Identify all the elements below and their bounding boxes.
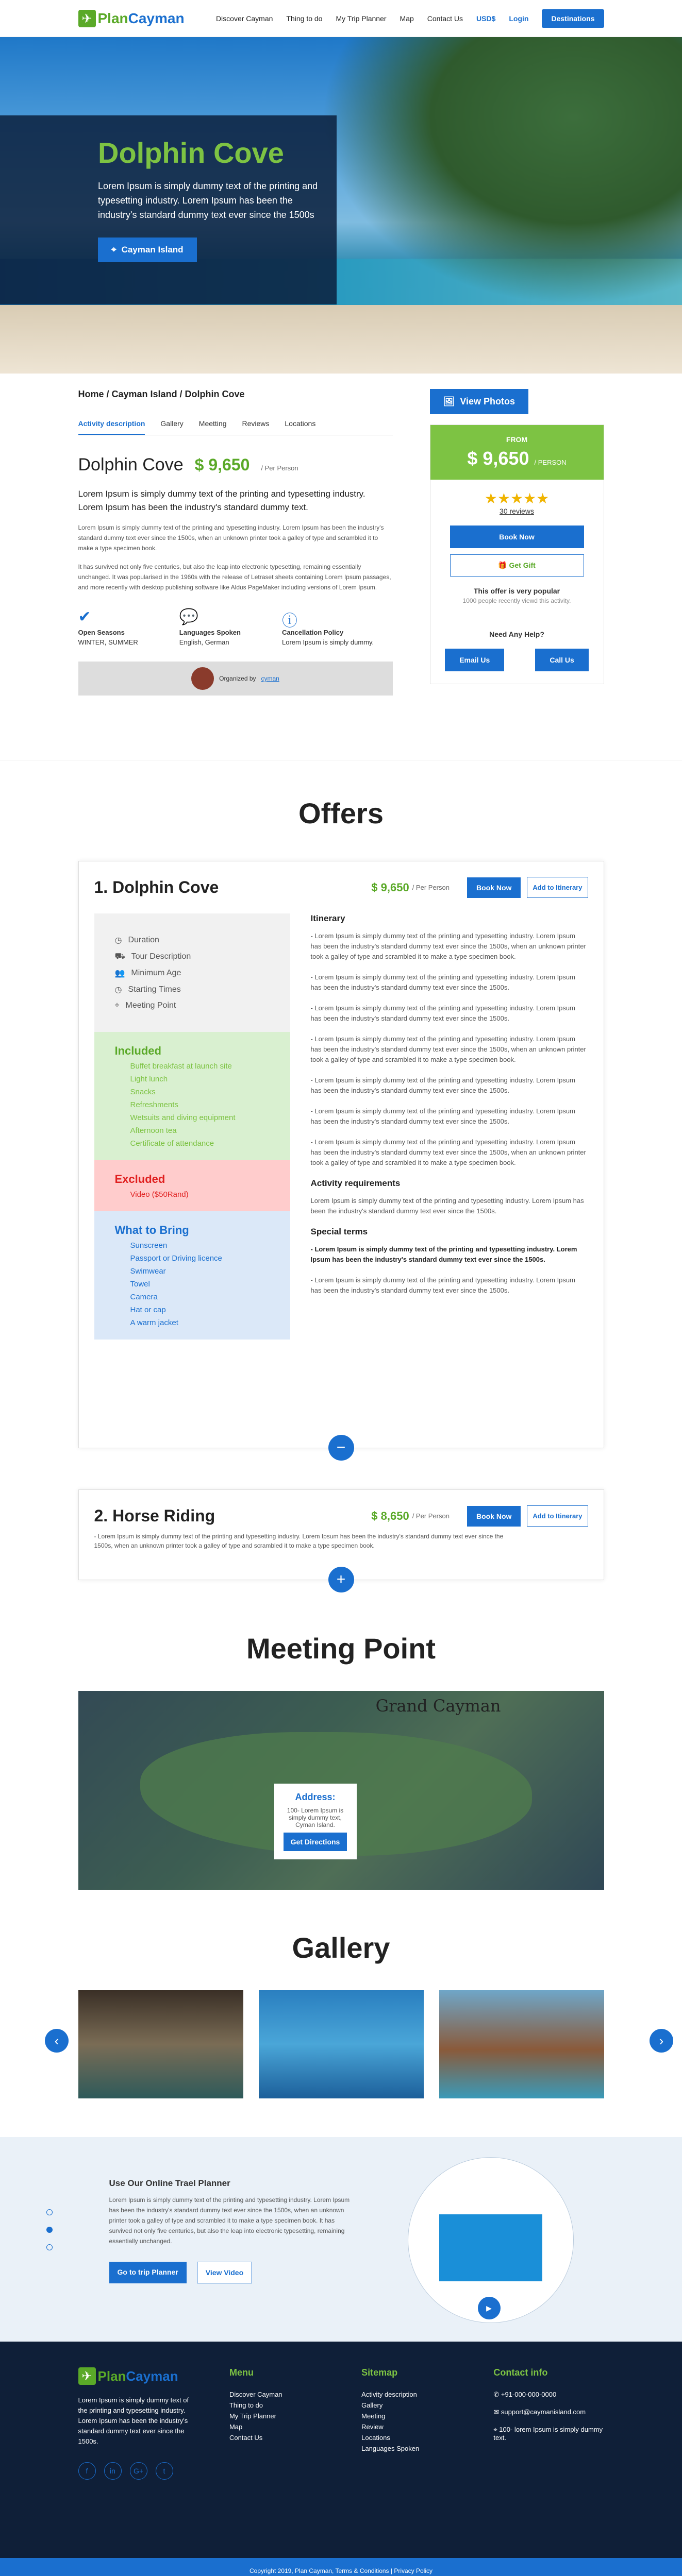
get-gift-button[interactable]: [450, 554, 584, 577]
feature-open-seasons: [78, 608, 138, 646]
special-term-item: - Lorem Ipsum is simply dummy text of the printing and typesetting industry. Lorem Ipsum has been the industry's standard dummy text ever since the 1500s.: [310, 1276, 575, 1294]
footer-phone[interactable]: +91-000-000-0000: [501, 2391, 557, 2398]
reviews-link[interactable]: 30 reviews: [500, 507, 534, 515]
activity-requirements-title: Activity requirements: [310, 1178, 401, 1188]
gallery-image-cave[interactable]: [78, 1990, 243, 2098]
feature-value: WINTER, SUMMER: [78, 638, 138, 646]
location-button[interactable]: [98, 238, 197, 262]
offer-1-collapse-toggle[interactable]: −: [328, 1435, 354, 1461]
popular-note: [430, 587, 604, 604]
footer-about: Lorem Ipsum is simply dummy text of the printing and typesetting industry. Lorem Ipsum has been the industry's standard dummy text ever since the 1500s.: [78, 2396, 189, 2445]
footer-email[interactable]: support@caymanisland.com: [501, 2408, 586, 2416]
itinerary-item: - Lorem Ipsum is simply dummy text of the printing and typesetting industry. Lorem Ipsum has been the industry's standard dummy text ever since the 1500s.: [310, 1107, 575, 1125]
facebook-icon[interactable]: f: [78, 2462, 96, 2480]
slider-dot-active[interactable]: [46, 2227, 53, 2233]
hero-description: Lorem Ipsum is simply dummy text of the printing and typesetting industry. Lorem Ipsum has been the industry's standard dummy text ever since the 1500s: [98, 181, 318, 220]
location-pin-icon: ⌖: [111, 245, 117, 255]
hero-sand: [0, 305, 682, 374]
main-nav: [216, 9, 604, 28]
login-link[interactable]: Login: [509, 14, 529, 23]
activity-price: $ 9,650: [194, 455, 250, 474]
special-terms-title: Special terms: [310, 1227, 368, 1236]
excluded-title: Excluded: [114, 1173, 165, 1185]
clock-icon: ◷: [114, 936, 122, 945]
footer-logo[interactable]: [78, 2367, 193, 2385]
footer-menu-title: Menu: [229, 2367, 254, 2378]
location-button-label: Cayman Island: [121, 245, 184, 255]
phone-icon: ✆: [493, 2391, 501, 2398]
list-item: Refreshments: [130, 1100, 178, 1109]
gift-icon: 🎁: [498, 561, 507, 569]
planner-description: Lorem Ipsum is simply dummy text of the printing and typesetting industry. Lorem Ipsum has been the industry's standard dummy text ever since the 1500s, when an unknown printer took a galley of type and scrambled it to make a type specimen book. It has survived not only five centuries, but also the leap into electronic typesetting, remaining essentially unchanged.: [109, 2196, 350, 2245]
footer-sitemap-item[interactable]: Review: [361, 2423, 384, 2431]
image-icon: 🖼: [443, 396, 455, 406]
special-term-item: - Lorem Ipsum is simply dummy text of the printing and typesetting industry. Lorem Ipsum has been the industry's standard dummy text ever since the 1500s.: [310, 1245, 577, 1263]
organizer-link[interactable]: cyman: [261, 675, 279, 682]
currency-selector[interactable]: USD$: [476, 14, 496, 23]
offer-2-itinerary-button[interactable]: Add to Itinerary: [527, 1505, 588, 1527]
itinerary-item: - Lorem Ipsum is simply dummy text of the printing and typesetting industry. Lorem Ipsum has been the industry's standard dummy text ever since the 1500s.: [310, 1076, 575, 1094]
footer-menu-item[interactable]: Map: [229, 2423, 243, 2431]
footer-menu-item[interactable]: Discover Cayman: [229, 2391, 282, 2398]
planner-title: Use Our Online Trael Planner: [109, 2178, 230, 2188]
activity-price-unit: / Per Person: [261, 464, 298, 472]
popular-subtitle: 1000 people recently viewd this activity.: [462, 597, 571, 604]
footer-menu-item[interactable]: My Trip Planner: [229, 2412, 276, 2420]
nav-thing-to-do[interactable]: Thing to do: [286, 14, 323, 23]
book-now-button[interactable]: Book Now: [450, 526, 584, 548]
hero-banner: [0, 37, 682, 374]
people-icon: 👥: [114, 969, 125, 978]
footer-sitemap-title: Sitemap: [361, 2367, 398, 2378]
go-to-trip-planner-button[interactable]: Go to trip Planner: [109, 2262, 187, 2283]
itinerary-title: Itinerary: [310, 913, 345, 923]
meeting-point-title: Meeting Point: [246, 1632, 436, 1665]
itinerary-item: - Lorem Ipsum is simply dummy text of the printing and typesetting industry. Lorem Ipsum has been the industry's standard dummy text ever since the 1500s.: [310, 1004, 575, 1022]
footer-menu-item[interactable]: Contact Us: [229, 2434, 263, 2442]
gallery-image-horse[interactable]: [439, 1990, 604, 2098]
offer-1-title: 1. Dolphin Cove: [94, 878, 219, 896]
info-tour-description: [115, 952, 270, 962]
offer-2-title: 2. Horse Riding: [94, 1506, 215, 1525]
info-icon: ⓘ: [281, 613, 297, 630]
offer-2-book-button[interactable]: Book Now: [467, 1506, 521, 1527]
check-icon: ✔: [78, 608, 91, 625]
footer-logo-mark-icon: ✈: [78, 2367, 96, 2385]
slider-dot[interactable]: [46, 2209, 53, 2215]
info-meeting-point: [115, 1001, 270, 1010]
footer-sitemap-item[interactable]: Locations: [361, 2434, 390, 2442]
feature-title: Cancellation Policy: [281, 629, 344, 636]
breadcrumb: Home / Cayman Island / Dolphin Cove: [78, 389, 245, 399]
from-label: FROM: [506, 435, 528, 444]
address-title: Address:: [295, 1792, 336, 1802]
address-text: 100- Lorem Ipsum is simply dummy text, Cyman Island.: [287, 1807, 344, 1828]
activity-title: Dolphin Cove: [78, 455, 184, 474]
list-item: Afternoon tea: [130, 1126, 177, 1135]
itinerary-item: - Lorem Ipsum is simply dummy text of the printing and typesetting industry. Lorem Ipsum has been the industry's standard dummy text ever since the 1500s.: [310, 973, 575, 991]
map-label: Grand Cayman: [375, 1696, 501, 1716]
planner-dots: [46, 2209, 53, 2262]
list-item: Wetsuits and diving equipment: [130, 1113, 236, 1122]
list-item: Swimwear: [130, 1267, 166, 1276]
nav-contact-us[interactable]: Contact Us: [427, 14, 463, 23]
get-gift-label: Get Gift: [509, 561, 536, 569]
offer-2-price: $ 8,650: [371, 1509, 409, 1522]
view-video-button[interactable]: View Video: [197, 2262, 252, 2283]
gallery-prev-arrow-icon[interactable]: ‹: [45, 2029, 69, 2053]
slider-dot[interactable]: [46, 2244, 53, 2250]
offer-card-1: [78, 861, 604, 1456]
detail-tabs: [78, 413, 393, 435]
trip-planner-section: [0, 2137, 682, 2342]
pin-icon: ⌖: [114, 1001, 120, 1010]
list-item: Light lunch: [130, 1075, 168, 1083]
nav-discover-cayman[interactable]: Discover Cayman: [215, 14, 273, 23]
info-duration: [115, 935, 270, 945]
feature-title: Languages Spoken: [179, 629, 241, 636]
footer-contact: [493, 2367, 604, 2483]
meeting-map[interactable]: [78, 1691, 604, 1890]
feature-value: English, German: [179, 638, 229, 646]
list-item: Snacks: [130, 1088, 156, 1096]
offer-info-box: [94, 913, 290, 1032]
organizer-bar: [78, 662, 393, 696]
offer-2-expand-toggle[interactable]: +: [328, 1567, 354, 1592]
tab-reviews[interactable]: Reviews: [242, 419, 270, 428]
organizer-avatar: [191, 667, 214, 690]
info-minimum-age: [115, 968, 270, 978]
what-to-bring-title: What to Bring: [114, 1224, 189, 1236]
clock-icon: ◷: [114, 986, 122, 994]
logo-plan-text: Plan: [97, 10, 128, 26]
offer-1-itinerary-button[interactable]: Add to Itinerary: [527, 877, 588, 898]
itinerary-item: - Lorem Ipsum is simply dummy text of the printing and typesetting industry. Lorem Ipsum has been the industry's standard dummy text ever since the 1500s, when an unknown printer took a galley of type and scrambled it to make a type specimen book.: [310, 932, 586, 960]
nav-map[interactable]: Map: [400, 14, 414, 23]
footer-sitemap: [361, 2367, 457, 2483]
location-icon: ⌖: [493, 2426, 500, 2433]
itinerary-item: - Lorem Ipsum is simply dummy text of the printing and typesetting industry. Lorem Ipsum has been the industry's standard dummy text ever since the 1500s, when an unknown printer took a galley of type and scrambled it to make a type specimen book.: [310, 1138, 586, 1166]
feature-cancellation: [282, 608, 374, 646]
view-photos-button[interactable]: [430, 389, 529, 414]
copyright-bar: Copyright 2019, Plan Cayman, Terms & Conditions | Privacy Policy: [0, 2558, 682, 2576]
booking-price: $ 9,650: [467, 448, 529, 469]
gallery-title: Gallery: [292, 1931, 390, 1964]
footer-menu: [229, 2367, 325, 2483]
itinerary-column: [311, 913, 588, 1340]
list-item: Video ($50Rand): [130, 1190, 189, 1199]
excluded-list: [94, 1160, 290, 1211]
list-item: Sunscreen: [130, 1241, 168, 1250]
footer-menu-item[interactable]: Thing to do: [229, 2401, 263, 2409]
list-item: Hat or cap: [130, 1306, 166, 1314]
site-header: [0, 0, 682, 37]
footer-sitemap-item[interactable]: Meeting: [361, 2412, 386, 2420]
linkedin-icon[interactable]: in: [104, 2462, 122, 2480]
feature-languages: [179, 608, 241, 646]
offer-1-price-unit: / Per Person: [412, 884, 450, 891]
booking-sidebar: [430, 389, 604, 696]
list-item: A warm jacket: [130, 1318, 178, 1327]
feature-value: Lorem Ipsum is simply dummy.: [281, 638, 374, 646]
tab-activity-description[interactable]: Activity description: [78, 413, 145, 435]
illustration-screen: [439, 2214, 542, 2281]
list-item: Towel: [130, 1280, 150, 1289]
list-item: Buffet breakfast at launch site: [130, 1062, 232, 1071]
help-title: Need Any Help?: [489, 630, 544, 638]
booking-price-unit: / PERSON: [534, 459, 567, 466]
chat-icon: 💬: [179, 608, 199, 625]
popular-title: This offer is very popular: [473, 587, 560, 595]
footer-sitemap-item[interactable]: Languages Spoken: [361, 2445, 420, 2452]
planner-illustration: [408, 2158, 573, 2323]
activity-paragraph-1: Lorem Ipsum is simply dummy text of the printing and typesetting industry. Lorem Ipsum has been the industry's standard dummy text ever since the 1500s, when an unknown printer took a galley of type and scrambled it to make a type specimen book.: [78, 524, 384, 552]
tab-locations[interactable]: Locations: [285, 419, 316, 428]
info-label: Tour Description: [131, 952, 191, 961]
logo-cayman-text: Cayman: [128, 10, 185, 26]
footer-contact-title: Contact info: [493, 2367, 548, 2378]
rating-stars-icon: ★★★★★: [484, 490, 550, 506]
offer-1-book-button[interactable]: Book Now: [467, 877, 521, 898]
activity-features: [78, 608, 393, 646]
gallery-next-arrow-icon[interactable]: ›: [650, 2029, 673, 2053]
site-footer: [0, 2342, 682, 2558]
itinerary-item: - Lorem Ipsum is simply dummy text of the printing and typesetting industry. Lorem Ipsum has been the industry's standard dummy text ever since the 1500s, when an unknown printer took a galley of type and scrambled it to make a type specimen book.: [310, 1035, 586, 1063]
offer-1-price: $ 9,650: [371, 880, 409, 894]
included-title: Included: [114, 1044, 161, 1057]
offer-2-price-unit: / Per Person: [412, 1512, 450, 1520]
info-starting-times: [115, 985, 270, 995]
call-us-button[interactable]: Call Us: [535, 649, 588, 671]
hero-title: Dolphin Cove: [98, 137, 284, 169]
play-icon[interactable]: ▶: [478, 2297, 501, 2319]
footer-sitemap-item[interactable]: Activity description: [361, 2391, 417, 2398]
offer-card-2: [78, 1489, 604, 1588]
info-label: Minimum Age: [131, 969, 181, 977]
logo[interactable]: [78, 10, 185, 27]
organized-by-label: Organized by: [219, 675, 256, 682]
view-photos-label: View Photos: [460, 396, 515, 406]
logo-mark-icon: ✈: [78, 10, 96, 27]
activity-paragraph-2: It has survived not only five centuries, but also the leap into electronic typesetting, remaining essentially unchanged. It was popularised in the 1960s with the release of Letraset sheets containing Lorem Ipsum passages, and more recently with desktop publishing software like Aldus PageMaker including versions of Lorem Ipsum.: [78, 563, 391, 591]
offers-title: Offers: [298, 797, 384, 829]
tab-meeting[interactable]: Meetting: [198, 419, 227, 428]
gallery-image-dolphin[interactable]: [259, 1990, 424, 2098]
feature-title: Open Seasons: [78, 629, 125, 636]
tab-gallery[interactable]: Gallery: [160, 419, 184, 428]
what-to-bring-list: [94, 1211, 290, 1340]
address-card: [274, 1784, 357, 1859]
footer-logo-plan: Plan: [97, 2368, 126, 2384]
footer-logo-cayman: Cayman: [126, 2368, 178, 2384]
destinations-button[interactable]: Destinations: [542, 9, 604, 28]
get-directions-button[interactable]: Get Directions: [284, 1833, 347, 1851]
email-us-button[interactable]: Email Us: [445, 649, 504, 671]
info-label: Meeting Point: [125, 1001, 176, 1010]
activity-details: [78, 389, 393, 696]
list-item: Passport or Driving licence: [130, 1254, 222, 1263]
activity-requirements-text: Lorem Ipsum is simply dummy text of the printing and typesetting industry. Lorem Ipsum has been the industry's standard dummy text ever since the 1500s.: [310, 1197, 584, 1215]
price-box: [430, 425, 604, 480]
info-label: Duration: [128, 936, 159, 944]
list-item: Camera: [130, 1293, 158, 1301]
mail-icon: ✉: [493, 2408, 501, 2416]
activity-lead: Lorem Ipsum is simply dummy text of the printing and typesetting industry. Lorem Ipsum has been the industry's standard dummy text.: [78, 489, 365, 512]
list-item: Certificate of attendance: [130, 1139, 214, 1148]
included-list: [94, 1032, 290, 1160]
bus-icon: ⛟: [114, 952, 125, 961]
info-label: Starting Times: [128, 985, 181, 994]
hero-trees: [321, 37, 682, 305]
booking-card: [430, 425, 604, 684]
gallery-strip: [0, 1990, 682, 2098]
nav-trip-planner[interactable]: My Trip Planner: [336, 14, 387, 23]
hero-overlay: [0, 115, 337, 304]
footer-sitemap-item[interactable]: Gallery: [361, 2401, 383, 2409]
social-links: [78, 2462, 193, 2480]
offer-2-description: - Lorem Ipsum is simply dummy text of the printing and typesetting industry. Lorem Ipsum has been the industry's standard dummy text ever since the 1500s, when an unknown printer took a galley of type and scrambled it to make a type specimen book.: [94, 1533, 504, 1549]
google-plus-icon[interactable]: G+: [130, 2462, 147, 2480]
footer-address: 100- lorem Ipsum is simply dummy text.: [493, 2426, 603, 2442]
twitter-icon[interactable]: t: [156, 2462, 173, 2480]
